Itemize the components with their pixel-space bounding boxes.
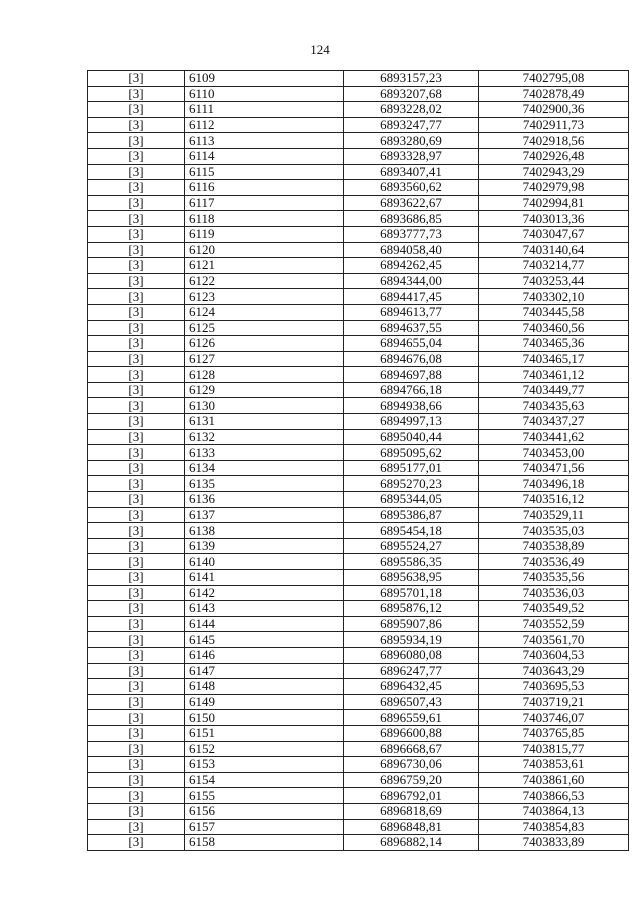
- y-coordinate-cell: 7403535,03: [479, 523, 629, 539]
- y-coordinate-cell: 7403453,00: [479, 445, 629, 461]
- reference-cell: [3]: [88, 382, 185, 398]
- point-number-cell: 6158: [185, 835, 344, 851]
- x-coordinate-cell: 6895907,86: [344, 616, 479, 632]
- x-coordinate-cell: 6893560,62: [344, 180, 479, 196]
- reference-cell: [3]: [88, 803, 185, 819]
- reference-cell: [3]: [88, 414, 185, 430]
- table-row: [88, 663, 629, 679]
- y-coordinate-cell: 7403460,56: [479, 320, 629, 336]
- reference-cell: [3]: [88, 632, 185, 648]
- reference-cell: [3]: [88, 351, 185, 367]
- point-number-cell: 6144: [185, 616, 344, 632]
- table-row: [88, 554, 629, 570]
- reference-cell: [3]: [88, 492, 185, 508]
- x-coordinate-cell: 6895701,18: [344, 585, 479, 601]
- table-row: [88, 772, 629, 788]
- reference-cell: [3]: [88, 164, 185, 180]
- x-coordinate-cell: 6895095,62: [344, 445, 479, 461]
- point-number-cell: 6111: [185, 102, 344, 118]
- reference-cell: [3]: [88, 507, 185, 523]
- y-coordinate-cell: 7402911,73: [479, 117, 629, 133]
- table-row: [88, 242, 629, 258]
- point-number-cell: 6137: [185, 507, 344, 523]
- reference-cell: [3]: [88, 304, 185, 320]
- y-coordinate-cell: 7403854,83: [479, 819, 629, 835]
- reference-cell: [3]: [88, 71, 185, 87]
- reference-cell: [3]: [88, 336, 185, 352]
- y-coordinate-cell: 7403496,18: [479, 476, 629, 492]
- y-coordinate-cell: 7403441,62: [479, 429, 629, 445]
- reference-cell: [3]: [88, 647, 185, 663]
- reference-cell: [3]: [88, 429, 185, 445]
- y-coordinate-cell: 7403765,85: [479, 725, 629, 741]
- point-number-cell: 6136: [185, 492, 344, 508]
- reference-cell: [3]: [88, 273, 185, 289]
- reference-cell: [3]: [88, 460, 185, 476]
- x-coordinate-cell: 6896792,01: [344, 788, 479, 804]
- x-coordinate-cell: 6894262,45: [344, 258, 479, 274]
- x-coordinate-cell: 6895876,12: [344, 601, 479, 617]
- x-coordinate-cell: 6894344,00: [344, 273, 479, 289]
- point-number-cell: 6110: [185, 86, 344, 102]
- reference-cell: [3]: [88, 226, 185, 242]
- y-coordinate-cell: 7403437,27: [479, 414, 629, 430]
- x-coordinate-cell: 6895524,27: [344, 538, 479, 554]
- point-number-cell: 6128: [185, 367, 344, 383]
- table-row: [88, 211, 629, 227]
- point-number-cell: 6153: [185, 757, 344, 773]
- table-row: [88, 757, 629, 773]
- reference-cell: [3]: [88, 148, 185, 164]
- y-coordinate-cell: 7402943,29: [479, 164, 629, 180]
- point-number-cell: 6127: [185, 351, 344, 367]
- table-row: [88, 523, 629, 539]
- point-number-cell: 6116: [185, 180, 344, 196]
- point-number-cell: 6132: [185, 429, 344, 445]
- table-row: [88, 507, 629, 523]
- point-number-cell: 6119: [185, 226, 344, 242]
- point-number-cell: 6134: [185, 460, 344, 476]
- x-coordinate-cell: 6896247,77: [344, 663, 479, 679]
- y-coordinate-cell: 7403013,36: [479, 211, 629, 227]
- reference-cell: [3]: [88, 835, 185, 851]
- x-coordinate-cell: 6895270,23: [344, 476, 479, 492]
- x-coordinate-cell: 6895040,44: [344, 429, 479, 445]
- point-number-cell: 6155: [185, 788, 344, 804]
- reference-cell: [3]: [88, 554, 185, 570]
- x-coordinate-cell: 6894655,04: [344, 336, 479, 352]
- reference-cell: [3]: [88, 445, 185, 461]
- reference-cell: [3]: [88, 195, 185, 211]
- x-coordinate-cell: 6896080,08: [344, 647, 479, 663]
- reference-cell: [3]: [88, 102, 185, 118]
- point-number-cell: 6133: [185, 445, 344, 461]
- reference-cell: [3]: [88, 133, 185, 149]
- table-row: [88, 803, 629, 819]
- x-coordinate-cell: 6895638,95: [344, 570, 479, 586]
- reference-cell: [3]: [88, 710, 185, 726]
- table-row: [88, 86, 629, 102]
- x-coordinate-cell: 6894697,88: [344, 367, 479, 383]
- point-number-cell: 6135: [185, 476, 344, 492]
- point-number-cell: 6131: [185, 414, 344, 430]
- y-coordinate-cell: 7403643,29: [479, 663, 629, 679]
- x-coordinate-cell: 6896848,81: [344, 819, 479, 835]
- x-coordinate-cell: 6896600,88: [344, 725, 479, 741]
- y-coordinate-cell: 7402900,36: [479, 102, 629, 118]
- point-number-cell: 6130: [185, 398, 344, 414]
- coordinates-table: [87, 70, 629, 851]
- table-row: [88, 538, 629, 554]
- table-row: [88, 382, 629, 398]
- reference-cell: [3]: [88, 788, 185, 804]
- point-number-cell: 6147: [185, 663, 344, 679]
- y-coordinate-cell: 7403536,03: [479, 585, 629, 601]
- x-coordinate-cell: 6893247,77: [344, 117, 479, 133]
- x-coordinate-cell: 6894997,13: [344, 414, 479, 430]
- x-coordinate-cell: 6894637,55: [344, 320, 479, 336]
- table-row: [88, 71, 629, 87]
- point-number-cell: 6124: [185, 304, 344, 320]
- table-row: [88, 835, 629, 851]
- x-coordinate-cell: 6893228,02: [344, 102, 479, 118]
- x-coordinate-cell: 6895454,18: [344, 523, 479, 539]
- y-coordinate-cell: 7402878,49: [479, 86, 629, 102]
- reference-cell: [3]: [88, 523, 185, 539]
- point-number-cell: 6154: [185, 772, 344, 788]
- page-number: 124: [310, 42, 330, 57]
- x-coordinate-cell: 6894676,08: [344, 351, 479, 367]
- y-coordinate-cell: 7403435,63: [479, 398, 629, 414]
- reference-cell: [3]: [88, 476, 185, 492]
- point-number-cell: 6139: [185, 538, 344, 554]
- y-coordinate-cell: 7402926,48: [479, 148, 629, 164]
- x-coordinate-cell: 6894613,77: [344, 304, 479, 320]
- y-coordinate-cell: 7403719,21: [479, 694, 629, 710]
- x-coordinate-cell: 6893328,97: [344, 148, 479, 164]
- y-coordinate-cell: 7403864,13: [479, 803, 629, 819]
- y-coordinate-cell: 7403445,58: [479, 304, 629, 320]
- reference-cell: [3]: [88, 398, 185, 414]
- x-coordinate-cell: 6894417,45: [344, 289, 479, 305]
- x-coordinate-cell: 6896432,45: [344, 679, 479, 695]
- x-coordinate-cell: 6894058,40: [344, 242, 479, 258]
- y-coordinate-cell: 7403465,17: [479, 351, 629, 367]
- reference-cell: [3]: [88, 289, 185, 305]
- reference-cell: [3]: [88, 538, 185, 554]
- table-row: [88, 725, 629, 741]
- point-number-cell: 6126: [185, 336, 344, 352]
- table-row: [88, 679, 629, 695]
- point-number-cell: 6141: [185, 570, 344, 586]
- table-row: [88, 647, 629, 663]
- y-coordinate-cell: 7402795,08: [479, 71, 629, 87]
- x-coordinate-cell: 6894938,66: [344, 398, 479, 414]
- y-coordinate-cell: 7403538,89: [479, 538, 629, 554]
- table-row: [88, 102, 629, 118]
- y-coordinate-cell: 7403047,67: [479, 226, 629, 242]
- reference-cell: [3]: [88, 663, 185, 679]
- table-row: [88, 819, 629, 835]
- table-row: [88, 367, 629, 383]
- point-number-cell: 6118: [185, 211, 344, 227]
- reference-cell: [3]: [88, 725, 185, 741]
- reference-cell: [3]: [88, 585, 185, 601]
- x-coordinate-cell: 6893280,69: [344, 133, 479, 149]
- x-coordinate-cell: 6893686,85: [344, 211, 479, 227]
- x-coordinate-cell: 6893207,68: [344, 86, 479, 102]
- reference-cell: [3]: [88, 757, 185, 773]
- x-coordinate-cell: 6893777,73: [344, 226, 479, 242]
- x-coordinate-cell: 6893157,23: [344, 71, 479, 87]
- point-number-cell: 6114: [185, 148, 344, 164]
- x-coordinate-cell: 6896882,14: [344, 835, 479, 851]
- reference-cell: [3]: [88, 211, 185, 227]
- x-coordinate-cell: 6896559,61: [344, 710, 479, 726]
- y-coordinate-cell: 7403253,44: [479, 273, 629, 289]
- point-number-cell: 6149: [185, 694, 344, 710]
- table-row: [88, 710, 629, 726]
- table-row: [88, 741, 629, 757]
- table-row: [88, 351, 629, 367]
- point-number-cell: 6142: [185, 585, 344, 601]
- y-coordinate-cell: 7402918,56: [479, 133, 629, 149]
- point-number-cell: 6156: [185, 803, 344, 819]
- y-coordinate-cell: 7403561,70: [479, 632, 629, 648]
- point-number-cell: 6117: [185, 195, 344, 211]
- y-coordinate-cell: 7403833,89: [479, 835, 629, 851]
- point-number-cell: 6140: [185, 554, 344, 570]
- point-number-cell: 6129: [185, 382, 344, 398]
- y-coordinate-cell: 7403604,53: [479, 647, 629, 663]
- reference-cell: [3]: [88, 741, 185, 757]
- y-coordinate-cell: 7403552,59: [479, 616, 629, 632]
- x-coordinate-cell: 6893407,41: [344, 164, 479, 180]
- table-row: [88, 476, 629, 492]
- y-coordinate-cell: 7403140,64: [479, 242, 629, 258]
- x-coordinate-cell: 6895177,01: [344, 460, 479, 476]
- y-coordinate-cell: 7403549,52: [479, 601, 629, 617]
- reference-cell: [3]: [88, 117, 185, 133]
- reference-cell: [3]: [88, 601, 185, 617]
- y-coordinate-cell: 7403449,77: [479, 382, 629, 398]
- x-coordinate-cell: 6896507,43: [344, 694, 479, 710]
- table-row: [88, 429, 629, 445]
- y-coordinate-cell: 7403529,11: [479, 507, 629, 523]
- reference-cell: [3]: [88, 258, 185, 274]
- reference-cell: [3]: [88, 679, 185, 695]
- table-row: [88, 117, 629, 133]
- y-coordinate-cell: 7403866,53: [479, 788, 629, 804]
- x-coordinate-cell: 6896818,69: [344, 803, 479, 819]
- point-number-cell: 6151: [185, 725, 344, 741]
- table-row: [88, 304, 629, 320]
- table-row: [88, 148, 629, 164]
- table-row: [88, 460, 629, 476]
- point-number-cell: 6120: [185, 242, 344, 258]
- y-coordinate-cell: 7403461,12: [479, 367, 629, 383]
- point-number-cell: 6150: [185, 710, 344, 726]
- reference-cell: [3]: [88, 180, 185, 196]
- y-coordinate-cell: 7403746,07: [479, 710, 629, 726]
- y-coordinate-cell: 7403302,10: [479, 289, 629, 305]
- point-number-cell: 6121: [185, 258, 344, 274]
- x-coordinate-cell: 6896759,20: [344, 772, 479, 788]
- table-row: [88, 585, 629, 601]
- table-row: [88, 398, 629, 414]
- y-coordinate-cell: 7403214,77: [479, 258, 629, 274]
- point-number-cell: 6157: [185, 819, 344, 835]
- table-row: [88, 570, 629, 586]
- point-number-cell: 6148: [185, 679, 344, 695]
- x-coordinate-cell: 6895934,19: [344, 632, 479, 648]
- coordinates-table-body: [88, 71, 629, 851]
- table-row: [88, 289, 629, 305]
- reference-cell: [3]: [88, 694, 185, 710]
- x-coordinate-cell: 6896668,67: [344, 741, 479, 757]
- table-row: [88, 258, 629, 274]
- table-row: [88, 195, 629, 211]
- table-row: [88, 320, 629, 336]
- y-coordinate-cell: 7402994,81: [479, 195, 629, 211]
- reference-cell: [3]: [88, 819, 185, 835]
- y-coordinate-cell: 7403853,61: [479, 757, 629, 773]
- reference-cell: [3]: [88, 242, 185, 258]
- reference-cell: [3]: [88, 570, 185, 586]
- x-coordinate-cell: 6894766,18: [344, 382, 479, 398]
- point-number-cell: 6143: [185, 601, 344, 617]
- y-coordinate-cell: 7403536,49: [479, 554, 629, 570]
- y-coordinate-cell: 7403815,77: [479, 741, 629, 757]
- point-number-cell: 6112: [185, 117, 344, 133]
- point-number-cell: 6122: [185, 273, 344, 289]
- table-row: [88, 445, 629, 461]
- table-row: [88, 164, 629, 180]
- point-number-cell: 6109: [185, 71, 344, 87]
- reference-cell: [3]: [88, 320, 185, 336]
- reference-cell: [3]: [88, 86, 185, 102]
- point-number-cell: 6152: [185, 741, 344, 757]
- table-row: [88, 336, 629, 352]
- y-coordinate-cell: 7403535,56: [479, 570, 629, 586]
- x-coordinate-cell: 6895586,35: [344, 554, 479, 570]
- y-coordinate-cell: 7402979,98: [479, 180, 629, 196]
- table-row: [88, 273, 629, 289]
- point-number-cell: 6138: [185, 523, 344, 539]
- point-number-cell: 6146: [185, 647, 344, 663]
- x-coordinate-cell: 6893622,67: [344, 195, 479, 211]
- point-number-cell: 6113: [185, 133, 344, 149]
- table-row: [88, 601, 629, 617]
- reference-cell: [3]: [88, 367, 185, 383]
- table-row: [88, 133, 629, 149]
- point-number-cell: 6145: [185, 632, 344, 648]
- y-coordinate-cell: 7403516,12: [479, 492, 629, 508]
- point-number-cell: 6123: [185, 289, 344, 305]
- table-row: [88, 694, 629, 710]
- x-coordinate-cell: 6895386,87: [344, 507, 479, 523]
- reference-cell: [3]: [88, 772, 185, 788]
- point-number-cell: 6115: [185, 164, 344, 180]
- table-row: [88, 414, 629, 430]
- table-row: [88, 616, 629, 632]
- y-coordinate-cell: 7403695,53: [479, 679, 629, 695]
- x-coordinate-cell: 6896730,06: [344, 757, 479, 773]
- x-coordinate-cell: 6895344,05: [344, 492, 479, 508]
- y-coordinate-cell: 7403861,60: [479, 772, 629, 788]
- y-coordinate-cell: 7403471,56: [479, 460, 629, 476]
- table-row: [88, 632, 629, 648]
- reference-cell: [3]: [88, 616, 185, 632]
- table-row: [88, 180, 629, 196]
- y-coordinate-cell: 7403465,36: [479, 336, 629, 352]
- table-row: [88, 788, 629, 804]
- table-row: [88, 492, 629, 508]
- point-number-cell: 6125: [185, 320, 344, 336]
- table-row: [88, 226, 629, 242]
